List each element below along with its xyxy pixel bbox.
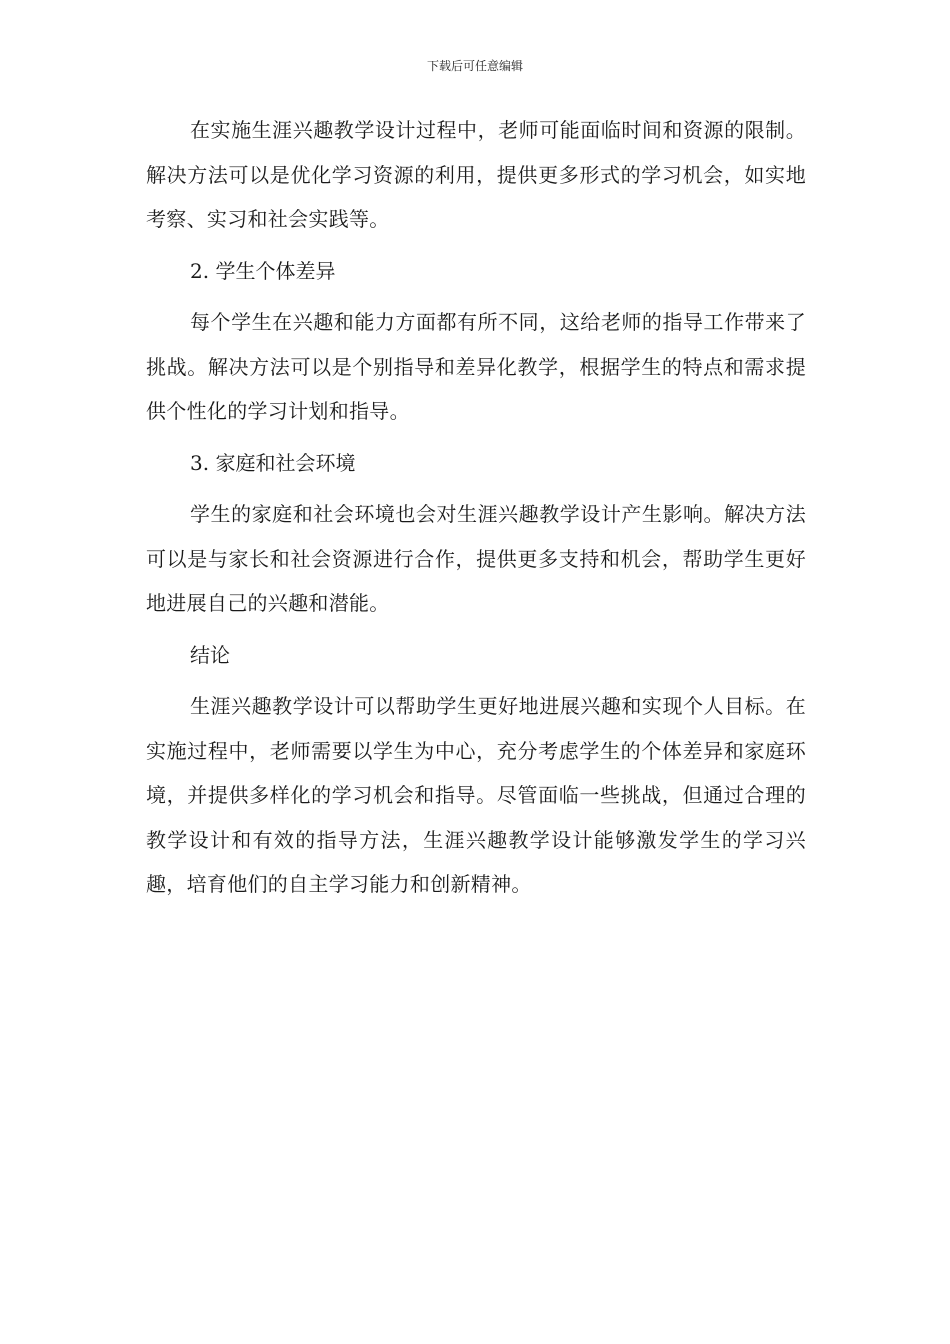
paragraph-resource-limits: 在实施生涯兴趣教学设计过程中，老师可能面临时间和资源的限制。解决方法可以是优化学习资源的利用，提供更多形式的学习机会，如实地考察、实习和社会实践等。 (146, 118, 806, 231)
paragraph-conclusion: 生涯兴趣教学设计可以帮助学生更好地进展兴趣和实现个人目标。在实施过程中，老师需要以学生为中心，充分考虑学生的个体差异和家庭环境，并提供多样化的学习机会和指导。尽管面临一些挑战，但通过合理的教学设计和有效的指导方法，生涯兴趣教学设计能够激发学生的学习兴趣，培育他们的自主学习能力和创新精神。 (146, 694, 806, 896)
paragraph-individual-differences: 每个学生在兴趣和能力方面都有所不同，这给老师的指导工作带来了挑战。解决方法可以是个别指导和差异化教学，根据学生的特点和需求提供个性化的学习计划和指导。 (146, 310, 806, 423)
heading-individual-differences: 2. 学生个体差异 (190, 258, 336, 283)
document-body (146, 108, 806, 914)
header-note: 下载后可任意编辑 (426, 59, 523, 73)
paragraph-family-social-environment: 学生的家庭和社会环境也会对生涯兴趣教学设计产生影响。解决方法可以是与家长和社会资源进行合作，提供更多支持和机会，帮助学生更好地进展自己的兴趣和潜能。 (146, 502, 806, 615)
heading-family-social-environment: 3. 家庭和社会环境 (190, 450, 356, 475)
heading-conclusion: 结论 (190, 642, 230, 667)
